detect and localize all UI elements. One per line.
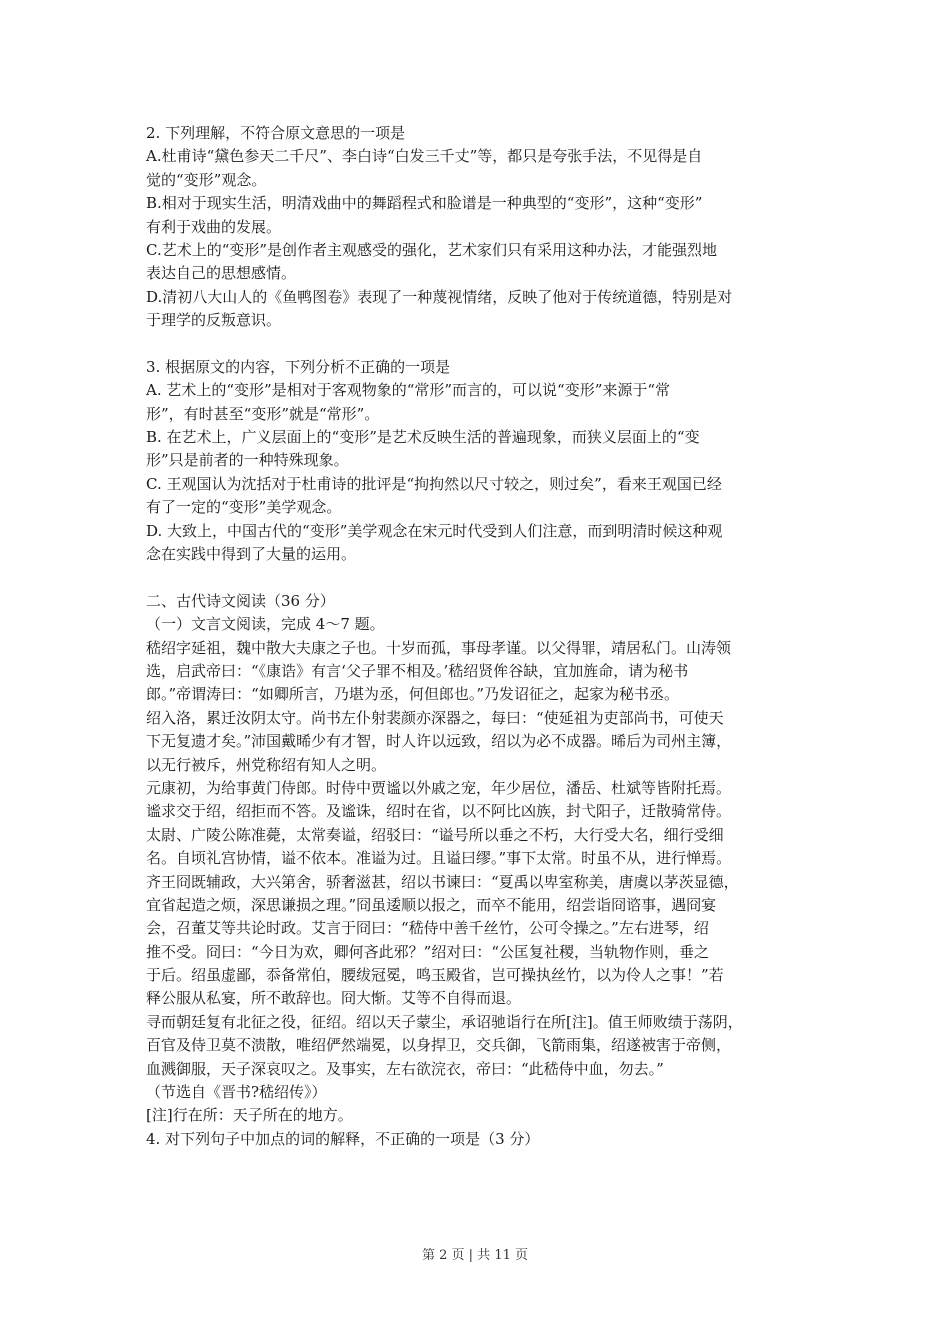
passage-p3-line3: 太尉、广陵公陈准薨，太常奏谥，绍驳曰：“谥号所以垂之不朽，大行受大名，细行受细 (146, 825, 724, 844)
passage-p3-line6: 宜省起造之烦，深思谦损之理。”冏虽逶顺以报之，而卒不能用，绍尝诣冏谘事，遇冏宴 (146, 895, 717, 914)
passage-p4-line3: 血溅御服，天子深哀叹之。及事实，左右欲浣衣，帝曰：“此嵇侍中血，勿去。” (146, 1059, 664, 1078)
passage-p3-line10: 释公服从私宴，所不敢辞也。冏大惭。艾等不自得而退。 (146, 989, 522, 1008)
passage-p1-line3: 郎。”帝谓涛曰：“如卿所言，乃堪为丞，何但郎也。”乃发诏征之，起家为秘书丞。 (146, 685, 680, 704)
passage-note: [注]行在所：天子所在的地方。 (146, 1106, 353, 1125)
passage-p4-line2: 百官及侍卫莫不溃散，唯绍俨然端冕，以身捍卫，交兵御，飞箭雨集，绍遂被害于帝侧， (146, 1036, 732, 1055)
document-body (146, 122, 810, 1151)
passage-p4-line1: 寻而朝廷复有北征之役，征绍。绍以天子蒙尘，承诏驰诣行在所[注]。值王师败绩于荡阴， (146, 1012, 743, 1031)
q3-option-c-line1: C. 王观国认为沈括对于杜甫诗的批评是“拘拘然以尺寸较之，则过矣”，看来王观国已经 (146, 474, 722, 493)
passage-p3-line2: 谧求交于绍，绍拒而不答。及谧诛，绍时在省，以不阿比凶族，封弋阳子，迁散骑常侍。 (146, 802, 732, 821)
q2-option-b-line2: 有利于戏曲的发展。 (146, 217, 282, 236)
q2-option-b-line1: B.相对于现实生活，明清戏曲中的舞蹈程式和脸谱是一种典型的“变形”，这种“变形” (146, 194, 703, 213)
page-footer: 第 2 页 | 共 11 页 (422, 1248, 528, 1263)
passage-source: （节选自《晋书?嵇绍传》） (146, 1083, 327, 1102)
passage-p1-line2: 选，启武帝曰：“《康诰》有言‘父子罪不相及。’嵇绍贤侔谷缺，宜加旌命，请为秘书 (146, 661, 689, 680)
q3-option-b-line1: B. 在艺术上，广义层面上的“变形”是艺术反映生活的普遍现象，而狭义层面上的“变 (146, 428, 700, 447)
question-3-title: 3. 根据原文的内容，下列分析不正确的一项是 (146, 357, 451, 376)
q2-option-d-line2: 于理学的反叛意识。 (146, 311, 282, 330)
q2-option-a-line2: 觉的“变形”观念。 (146, 170, 267, 189)
passage-p3-line7: 会，召董艾等共论时政。艾言于冏曰：“嵇侍中善千丝竹，公可令操之。”左右进琴，绍 (146, 919, 709, 938)
q2-option-c-line2: 表达自己的思想感情。 (146, 264, 297, 283)
q3-option-a-line2: 形”，有时甚至“变形”就是“常形”。 (146, 404, 380, 423)
spacer (146, 333, 810, 356)
question-2-title: 2. 下列理解，不符合原文意思的一项是 (146, 124, 406, 142)
q3-option-c-line2: 有了一定的“变形”美学观念。 (146, 498, 342, 517)
question-4-title: 4. 对下列句子中加点的词的解释，不正确的一项是（3 分） (146, 1129, 540, 1148)
passage-p2-line3: 以无行被斥，州党称绍有知人之明。 (146, 755, 387, 774)
passage-p3-line1: 元康初，为给事黄门侍郎。时侍中贾谧以外戚之宠，年少居位，潘岳、杜斌等皆附托焉。 (146, 778, 732, 797)
q3-option-d-line1: D. 大致上，中国古代的“变形”美学观念在宋元时代受到人们注意，而到明清时候这种观 (146, 521, 723, 540)
passage-p3-line5: 齐王冏既辅政，大兴第舍，骄奢滋甚，绍以书谏曰：“夏禹以卑室称美，唐虞以茅茨显德， (146, 872, 739, 891)
spacer (146, 566, 810, 589)
q2-option-d-line1: D.清初八大山人的《鱼鸭图卷》表现了一种蔑视情绪，反映了他对于传统道德，特别是对 (146, 287, 733, 306)
passage-p3-line4: 名。自顷礼宫协情，谥不依本。准谥为过。且谥曰缪。”事下太常。时虽不从，进行惮焉。 (146, 849, 732, 868)
q2-option-a-line1: A.杜甫诗“黛色参天二千尺”、李白诗“白发三千丈”等，都只是夸张手法，不见得是自 (146, 147, 703, 166)
section-heading: 二、古代诗文阅读（36 分） (146, 591, 335, 610)
subsection-heading: （一）文言文阅读，完成 4～7 题。 (146, 615, 385, 634)
q3-option-a-line1: A. 艺术上的“变形”是相对于客观物象的“常形”而言的，可以说“变形”来源于“常 (146, 381, 671, 400)
passage-p3-line8: 推不受。冏曰：“今日为欢，卿何吝此邪？”绍对曰：“公匡复社稷，当轨物作则，垂之 (146, 942, 710, 961)
passage-p2-line2: 下无复遗才矣。”沛国戴晞少有才智，时人许以远致，绍以为必不成器。晞后为司州主簿， (146, 732, 732, 751)
passage-p1-line1: 嵇绍字延祖，魏中散大夫康之子也。十岁而孤，事母孝谨。以父得罪，靖居私门。山涛领 (146, 638, 732, 657)
q3-option-b-line2: 形”只是前者的一种特殊现象。 (146, 451, 349, 470)
passage-p3-line9: 于后。绍虽虚鄙，忝备常伯，腰绂冠冕，鸣玉殿省，岂可操执丝竹，以为伶人之事！”若 (146, 966, 724, 985)
passage-p2-line1: 绍入洛，累迁汝阴太守。尚书左仆射裴颜亦深器之，每曰：“使延祖为吏部尚书，可使天 (146, 708, 724, 727)
q3-option-d-line2: 念在实践中得到了大量的运用。 (146, 545, 357, 564)
q2-option-c-line1: C.艺术上的“变形”是创作者主观感受的强化，艺术家们只有采用这种办法，才能强烈地 (146, 240, 718, 259)
